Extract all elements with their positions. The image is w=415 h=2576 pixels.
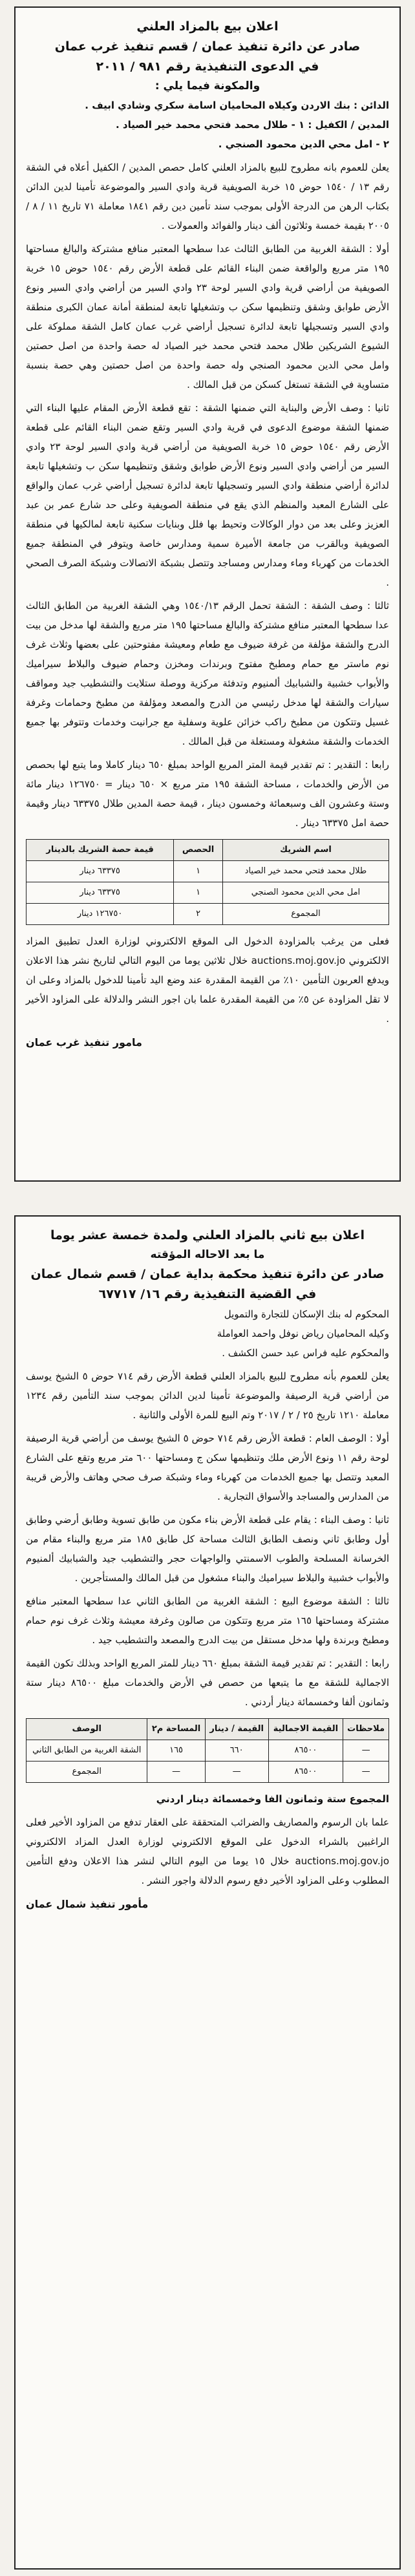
table-header: الوصف	[27, 1719, 147, 1740]
table-header: القيمة الاجمالية	[268, 1719, 343, 1740]
auction-announcement-2	[14, 1215, 401, 2570]
section-fourth: رابعا : التقدير : تم تقدير قيمة الشقة بمبلغ ٦٦٠ دينار للمتر المربع الواحد وبذلك تكون القيمة الاجمالية للشقة مع ما يتبعها من حصص في الأرض والخدمات مبلغ ٨٦٥٠٠ دينار ستة وثمانون ألفا وخمسمائة دينار أردني .	[26, 1657, 389, 1708]
table-cell: ٨٦٥٠٠	[268, 1740, 343, 1762]
closing-paragraph: فعلى من يرغب بالمزاودة الدخول الى الموقع الالكتروني لوزارة العدل تطبيق المزاد الالكتروني auctions.moj.gov.jo خلال ثلاثين يوما من اليوم التالي لتاريخ نشر هذا الاعلان ويدفع العربون التأمين ١٠٪ من القيمة المقدرة عند وضع اليد تأمينا للدخول بالمزاد وعلى ان لا تقل المزاودة عن ٥٪ من القيمة المقدرة علما بان اجور النشر والدلالة على المزاود الأخير .	[26, 935, 389, 1025]
section-third: ثالثا : الشقة موضوع البيع : الشقة الغربية من الطابق الثاني عدا سطحها المعتبر منافع مشتركة ومساحتها ١٦٥ متر مربع وتتكون من صالون وغرفة معيشة وثلاث غرف نوم حمام ومطبخ وبرندة ولها مدخل مستقل من بيت الدرج والمصعد والتشطيب جيد .	[26, 1595, 389, 1646]
signature: مأمور تنفيذ شمال عمان	[26, 1898, 149, 1910]
table-row	[27, 882, 389, 904]
closing-paragraph: علما بان الرسوم والمصاريف والضرائب المتحققة على العقار تدفع من المزاود الأخير فعلى الراغبين بالشراء الدخول على الموقع الالكتروني لوزارة العدل المزاد الالكتروني auctions.moj.gov.jo خلال ١٥ يوما من اليوم التالي لنشر هذا الاعلان ودفع التأمين المطلوب وعلى المزاود الأخير دفع رسوم الدلالة واجور النشر .	[26, 1816, 389, 1886]
table-header: قيمة حصة الشريك بالدينار	[27, 840, 174, 861]
shares-table	[26, 839, 389, 925]
announcement-subtitle: ما بعد الاحاله المؤقته	[150, 1248, 265, 1261]
table-header: اسم الشريك	[222, 840, 388, 861]
auction-announcement-1	[14, 6, 401, 1182]
section-first: أولا : الشقة الغربية من الطابق الثالث عدا سطحها المعتبر منافع مشتركة والبالغ مساحتها ١٩٥ متر مربع والواقعة ضمن البناء القائم على قطعة الأرض رقم ١٥٤٠ حوض ١٥ خربة الصويفية من أراضي قرية وادي السير لوحة ٢٣ وادي السير من أراضي وادي السير ونوع الأرض طوابق وشقق وتنظيمها سكن ب وتشغيلها تابعة لمنطقة أمانة عمان الكبرى منطقة وادي السير وتسجيلها تابعة لدائرة تسجيل أراضي غرب عمان كامل الشقة مملوكة على الشيوع الشريكين طلال محمد فتحي محمد خير الصياد له حصة واحدة من اصل حصتين وامل محي الدين محمود الصنجي وله حصة واحدة من اصل حصتين وهي حصة بنسبة متساوية في الشقة تستغل كسكن من قبل المالك .	[26, 243, 389, 390]
table-cell: ١	[174, 861, 223, 882]
table-header: الحصص	[174, 840, 223, 861]
table-cell: ٨٦٥٠٠	[268, 1762, 343, 1783]
issuer: صادر عن دائرة تنفيذ عمان / قسم تنفيذ غرب عمان	[54, 39, 361, 54]
table-cell: المجموع	[27, 1762, 147, 1783]
table-cell: ٦٦٠	[205, 1740, 268, 1762]
creditor: الدائن : بنك الاردن وكيلاه المحاميان اسامة سكري وشادي ابيف .	[85, 100, 389, 111]
section-third: ثالثا : وصف الشقة : الشقة تحمل الرقم ١٥٤٠/١٣ وهي الشقة الغربية من الطابق الثالث عدا سطحها المعتبر منافع مشتركة والبالغ مساحتها ١٩٥ متر مربع والشقة لها مدخل من بيت الدرج والشقة مؤلفة من غرفة ضيوف مع طعام ومعيشة مفتوحتين على بعضها وثلاث غرف نوم ماستر مع حمام ومطبخ مفتوح وبرندات ومخزن وحمام ضيوف والبلاط سيراميك والأبواب خشبية والشبابيك ألمنيوم وتدفئة مركزية ووصلة ستلايت والتشطيب جيد ومواقف سيارات والشقة لها مدخل رئيسي من الدرج والمصعد ومؤلفة من مطبخ وحمامات وغرفة غسيل وتتكون من مطبخ راكب خزائن علوية وسفلية مع جرانيت وخدمات وتتوفر بها جميع الخدمات والشقة مشغولة ومستغلة من قبل المالك .	[26, 600, 389, 747]
case-number: في القضية التنفيذية رقم ١٦/ ٦٧٧١٧	[98, 1287, 317, 1301]
table-row	[27, 861, 389, 882]
table-cell: —	[147, 1762, 205, 1783]
debtor-2: ٢ - امل محي الدين محمود الصنجي .	[218, 138, 389, 150]
issuer: صادر عن دائرة تنفيذ محكمة بداية عمان / قسم شمال عمان	[30, 1267, 385, 1281]
intro-paragraph: يعلن للعموم بأنه مطروح للبيع بالمزاد العلني قطعة الأرض رقم ٧١٤ حوض ٥ الشيخ يوسف من أراضي قرية الرصيفة والموضوعة تأمينا لدين الدائن بموجب سند التأمين رقم ١٢٣٤ معاملة ١٢١٠ تاريخ ٢٥ / ٢ / ٢٠١٧ وتم البيع للمرة الأولى والثانية .	[26, 1370, 389, 1421]
section-second: ثانيا : وصف البناء : يقام على قطعة الأرض بناء مكون من طابق تسوية وطابق أرضي وطابق أول وطابق ثاني ونصف الطابق الثالث مساحة كل طابق ١٨٥ متر مربع والبناء مقام من الخرسانة المسلحة والطوب الاسمنتي والواجهات حجر والتشطيب جيد والشبابيك ألمنيوم والأبواب خشبية والبلاط سيراميك والبناء مشغول من قبل المالك والمستأجرين .	[26, 1514, 389, 1584]
table-row	[27, 1740, 389, 1762]
table-row	[27, 904, 389, 925]
table-cell: ٦٣٣٧٥ دينار	[27, 882, 174, 904]
announcement-title: اعلان بيع بالمزاد العلني	[136, 19, 279, 34]
table-row	[27, 1762, 389, 1783]
total-in-words: المجموع ستة وثمانون الفا وخمسمائة دينار اردني	[156, 1793, 389, 1805]
table-header: المساحة م٢	[147, 1719, 205, 1740]
table-cell: —	[343, 1740, 389, 1762]
table-cell: ١	[174, 882, 223, 904]
table-cell: امل محي الدين محمود الصنجي	[222, 882, 388, 904]
debtor: والمحكوم عليه فراس عبد حسن الكشف .	[222, 1347, 389, 1359]
table-cell: ١٢٦٧٥٠ دينار	[27, 904, 174, 925]
table-cell: ١٦٥	[147, 1740, 205, 1762]
signature: مامور تنفيذ غرب عمان	[26, 1036, 142, 1048]
section-first: أولا : الوصف العام : قطعة الأرض رقم ٧١٤ حوض ٥ الشيخ يوسف من أراضي قرية الرصيفة لوحة رقم ١١ ونوع الأرض ملك وتنظيمها سكن ج ومساحتها ٦٠٠ متر مربع وتقع على الشارع المعبد وتتصل بها جميع الخدمات من كهرباء وماء وشبكة صرف صحي وهاتف والأرض قريبة من المدارس والمساجد والأسواق التجارية .	[26, 1432, 389, 1502]
table-cell: —	[205, 1762, 268, 1783]
table-cell: الشقة الغربية من الطابق الثاني	[27, 1740, 147, 1762]
debtor-1: المدين / الكفيل : ١ - طلال محمد فتحي محمد خير الصياد .	[115, 119, 389, 131]
table-cell: طلال محمد فتحي محمد خير الصياد	[222, 861, 388, 882]
table-cell: —	[343, 1762, 389, 1783]
valuation-table	[26, 1718, 389, 1783]
table-cell: ٢	[174, 904, 223, 925]
section-second: ثانيا : وصف الأرض والبناية التي ضمنها الشقة : تقع قطعة الأرض المقام عليها البناء التي ضمنها الشقة موضوع الدعوى في قرية وادي السير وتقع ضمن البناء القائم على قطعة الأرض رقم ١٥٤٠ حوض ١٥ خربة الصويفية من أراضي قرية وادي السير لوحة ٢٣ وادي السير من أراضي وادي السير ونوع الأرض طوابق وشقق وتنظيمها سكن ب وتشغيلها تابعة لدائرة أراضي منطقة وادي السير وتسجيلها تابعة لدائرة تسجيل أراضي غرب عمان والواقع على الشارع المعبد والمنظم الذي يقع في منطقة الصويفية وعلى حد شارع عمر بن عبد العزيز وعلى بعد من دوار الوكالات وتحيط بها فلل وبنايات سكنية تابعة لمالكيها في منطقة الصويفية وبالقرب من جامعة الأميرة سمية ومدارس خاصة ويتوفر في المنطقة جميع الخدمات من كهرباء وماء ومدارس ومساجد وتتصل بشبكة الاتصالات وشبكة الصرف الصحي .	[26, 402, 389, 588]
subject: والمكونة فيما يلي :	[154, 80, 261, 92]
agent: وكيله المحاميان رياض نوفل واحمد العواملة	[217, 1328, 389, 1339]
announcement-title: اعلان بيع ثاني بالمزاد العلني ولمدة خمسة عشر يوما	[50, 1228, 365, 1242]
section-fourth: رابعا : التقدير : تم تقدير قيمة المتر المربع الواحد بمبلغ ٦٥٠ دينار كاملا وما يتبع لها بحصص من الأرض والخدمات ، مساحة الشقة ١٩٥ متر مربع × ٦٥٠ دينار = ١٢٦٧٥٠ دينار مائة وستة وعشرون الف وسبعمائة وخمسون دينار ، قيمة حصة المدين طلال ٦٣٣٧٥ دينار وقيمة حصة امل ٦٣٣٧٥ دينار .	[26, 759, 390, 829]
creditor: المحكوم له بنك الإسكان للتجارة والتمويل	[224, 1308, 389, 1320]
table-header: القيمة / دينار	[205, 1719, 268, 1740]
intro-paragraph: يعلن للعموم بانه مطروح للبيع بالمزاد العلني كامل حصص المدين / الكفيل أعلاه في الشقة رقم ١٣ / ١٥٤٠ حوض ١٥ خربة الصويفية قرية وادي السير والموضوعة تأمينا لدين الدائن بكتاب الرهن من الدرجة الأولى بموجب سند تأمين دين رقم ١٨٤١ معاملة ٧١ تاريخ ١١ / ٨ / ٢٠٠٥ بقيمة خمسة وثلاثون ألف دينار والفوائد والعمولات .	[26, 162, 390, 231]
case-number: في الدعوى التنفيذية رقم ٩٨١ / ٢٠١١	[96, 59, 319, 74]
table-cell: ٦٣٣٧٥ دينار	[27, 861, 174, 882]
table-header: ملاحظات	[343, 1719, 389, 1740]
table-cell: المجموع	[222, 904, 388, 925]
